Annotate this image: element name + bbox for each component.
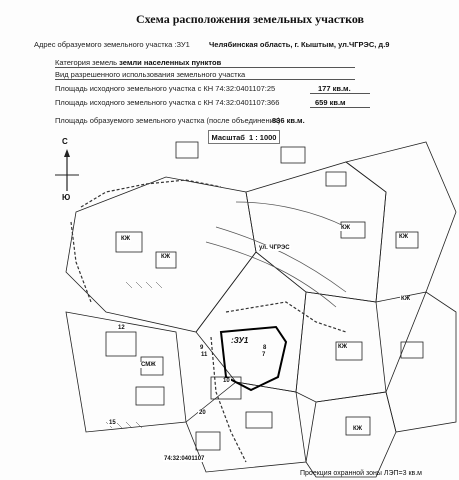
category-label: Категория земель [55,58,118,67]
area1-label: Площадь исходного земельного участка с КН 74:32:0401107:25 [55,84,276,93]
area2-underline [310,107,370,108]
category-underline [55,67,355,68]
map-number-2: 9 [200,345,204,351]
category-row [55,58,221,67]
street-label: ул. ЧГРЭС [259,245,290,251]
map-number-5: 20 [199,410,206,416]
usage-label: Вид разрешенного использования земельного участка [55,70,246,79]
area2-value-row [315,98,346,107]
address-value-row [209,40,389,49]
map-label-1: КЖ [121,236,131,242]
area1-row [55,84,275,93]
compass-north: С [62,137,68,146]
map-number-8: 7 [262,352,266,358]
area1-underline [310,93,370,94]
scale-value: 1 : 1000 [248,132,277,142]
area2-row [55,98,279,107]
map-label-8: КЖ [353,426,363,432]
map-number-3: 11 [201,352,208,358]
plot-zu1-label: :ЗУ1 [231,336,249,345]
area1-value: 177 кв.м. [318,84,351,93]
page-title: Схема расположения земельных участков [135,12,365,26]
compass-south: Ю [62,193,71,202]
map-number-1: 12 [118,325,125,331]
map-label-6: СМЖ [141,362,156,368]
footer-note: Проекция охранной зоны ЛЭП=3 кв.м [300,470,422,477]
area3-row [55,116,280,125]
area2-label: Площадь исходного земельного участка с КН 74:32:0401107:366 [55,98,280,107]
cadastral-block-label: 74:32:0401107 [164,456,205,462]
category-value: земли населенных пунктов [119,58,222,67]
scale-label: Масштаб [211,132,245,142]
map-label-5: КЖ [401,296,411,302]
address-value: Челябинская область, г. Кыштым, ул.ЧГРЭС, д.9 [209,40,390,49]
map-label-3: КЖ [341,225,351,231]
usage-underline [55,79,355,80]
area3-value-row [272,116,305,125]
map-label-4: КЖ [399,234,409,240]
area3-label: Площадь образуемого земельного участка (после объединения) [55,116,281,125]
map-label-7: КЖ [338,344,348,350]
map-number-7: 8 [263,345,267,351]
area3-value: 836 кв.м. [272,116,305,125]
address-row [34,40,190,49]
cadastral-map [46,132,458,480]
map-label-2: КЖ [161,254,171,260]
usage-row [55,70,245,79]
address-label: Адрес образуемого земельного участка :ЗУ1 [34,40,190,49]
area2-value: 659 кв.м [315,98,346,107]
map-number-4: 10 [223,378,230,384]
scale-box [208,130,280,144]
area1-value-row [318,84,351,93]
map-number-6: 15 [109,420,116,426]
